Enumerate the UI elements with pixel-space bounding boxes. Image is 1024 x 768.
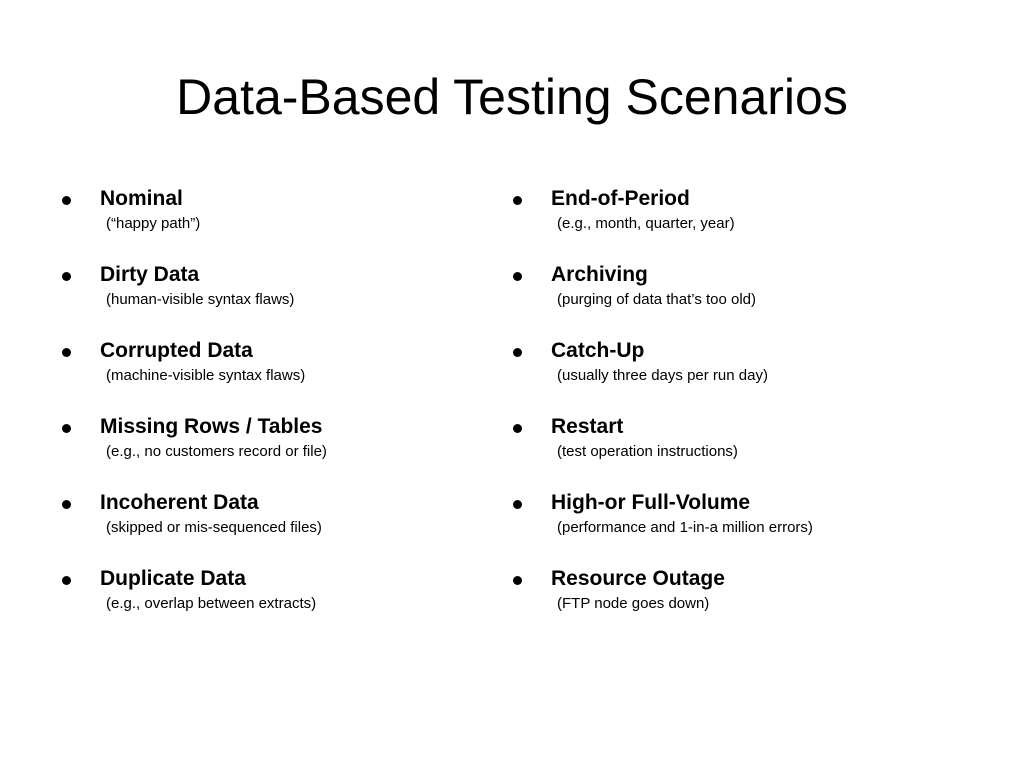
- slide-title: Data-Based Testing Scenarios: [176, 69, 848, 125]
- bullet-icon: [62, 272, 71, 281]
- item-label: End-of-Period: [551, 187, 690, 210]
- bullet-icon: [513, 272, 522, 281]
- bullet-icon: [62, 348, 71, 357]
- item-detail: (performance and 1-in-a million errors): [557, 519, 813, 536]
- item-detail: (purging of data that’s too old): [557, 291, 757, 308]
- list-item: [60, 412, 490, 488]
- item-detail: (e.g., no customers record or file): [106, 443, 327, 460]
- list-item: [60, 336, 490, 412]
- list-item: [60, 564, 490, 640]
- item-detail: (usually three days per run day): [557, 367, 768, 384]
- list-item: [60, 260, 490, 336]
- list-item: [60, 488, 490, 564]
- item-label: Corrupted Data: [100, 339, 253, 362]
- item-label: Missing Rows / Tables: [100, 415, 323, 438]
- list-item: [511, 184, 941, 260]
- list-item: [511, 488, 941, 564]
- bullet-icon: [513, 196, 522, 205]
- item-detail: (FTP node goes down): [557, 595, 710, 612]
- bullet-icon: [62, 576, 71, 585]
- bullet-icon: [513, 500, 522, 509]
- list-item: [511, 336, 941, 412]
- bullet-icon: [513, 576, 522, 585]
- item-label: Archiving: [551, 263, 648, 286]
- list-item: [511, 412, 941, 488]
- item-label: Incoherent Data: [100, 491, 259, 514]
- item-label: Resource Outage: [551, 567, 725, 590]
- left-bullet-list: [60, 184, 490, 640]
- item-label: Restart: [551, 415, 624, 438]
- list-item: [60, 184, 490, 260]
- item-detail: (skipped or mis-sequenced files): [106, 519, 322, 536]
- item-detail: (e.g., month, quarter, year): [557, 215, 735, 232]
- item-label: Duplicate Data: [100, 567, 246, 590]
- item-label: Catch-Up: [551, 339, 645, 362]
- item-detail: (test operation instructions): [557, 443, 738, 460]
- bullet-icon: [62, 424, 71, 433]
- bullet-icon: [62, 196, 71, 205]
- bullet-icon: [513, 424, 522, 433]
- list-item: [511, 564, 941, 640]
- bullet-icon: [62, 500, 71, 509]
- right-bullet-list: [511, 184, 941, 640]
- list-item: [511, 260, 941, 336]
- item-detail: (e.g., overlap between extracts): [106, 595, 317, 612]
- item-label: Nominal: [100, 187, 183, 210]
- item-label: Dirty Data: [100, 263, 200, 286]
- item-detail: (“happy path”): [106, 215, 201, 232]
- item-detail: (machine-visible syntax flaws): [106, 367, 306, 384]
- bullet-icon: [513, 348, 522, 357]
- item-label: High-or Full-Volume: [551, 491, 751, 514]
- item-detail: (human-visible syntax flaws): [106, 291, 295, 308]
